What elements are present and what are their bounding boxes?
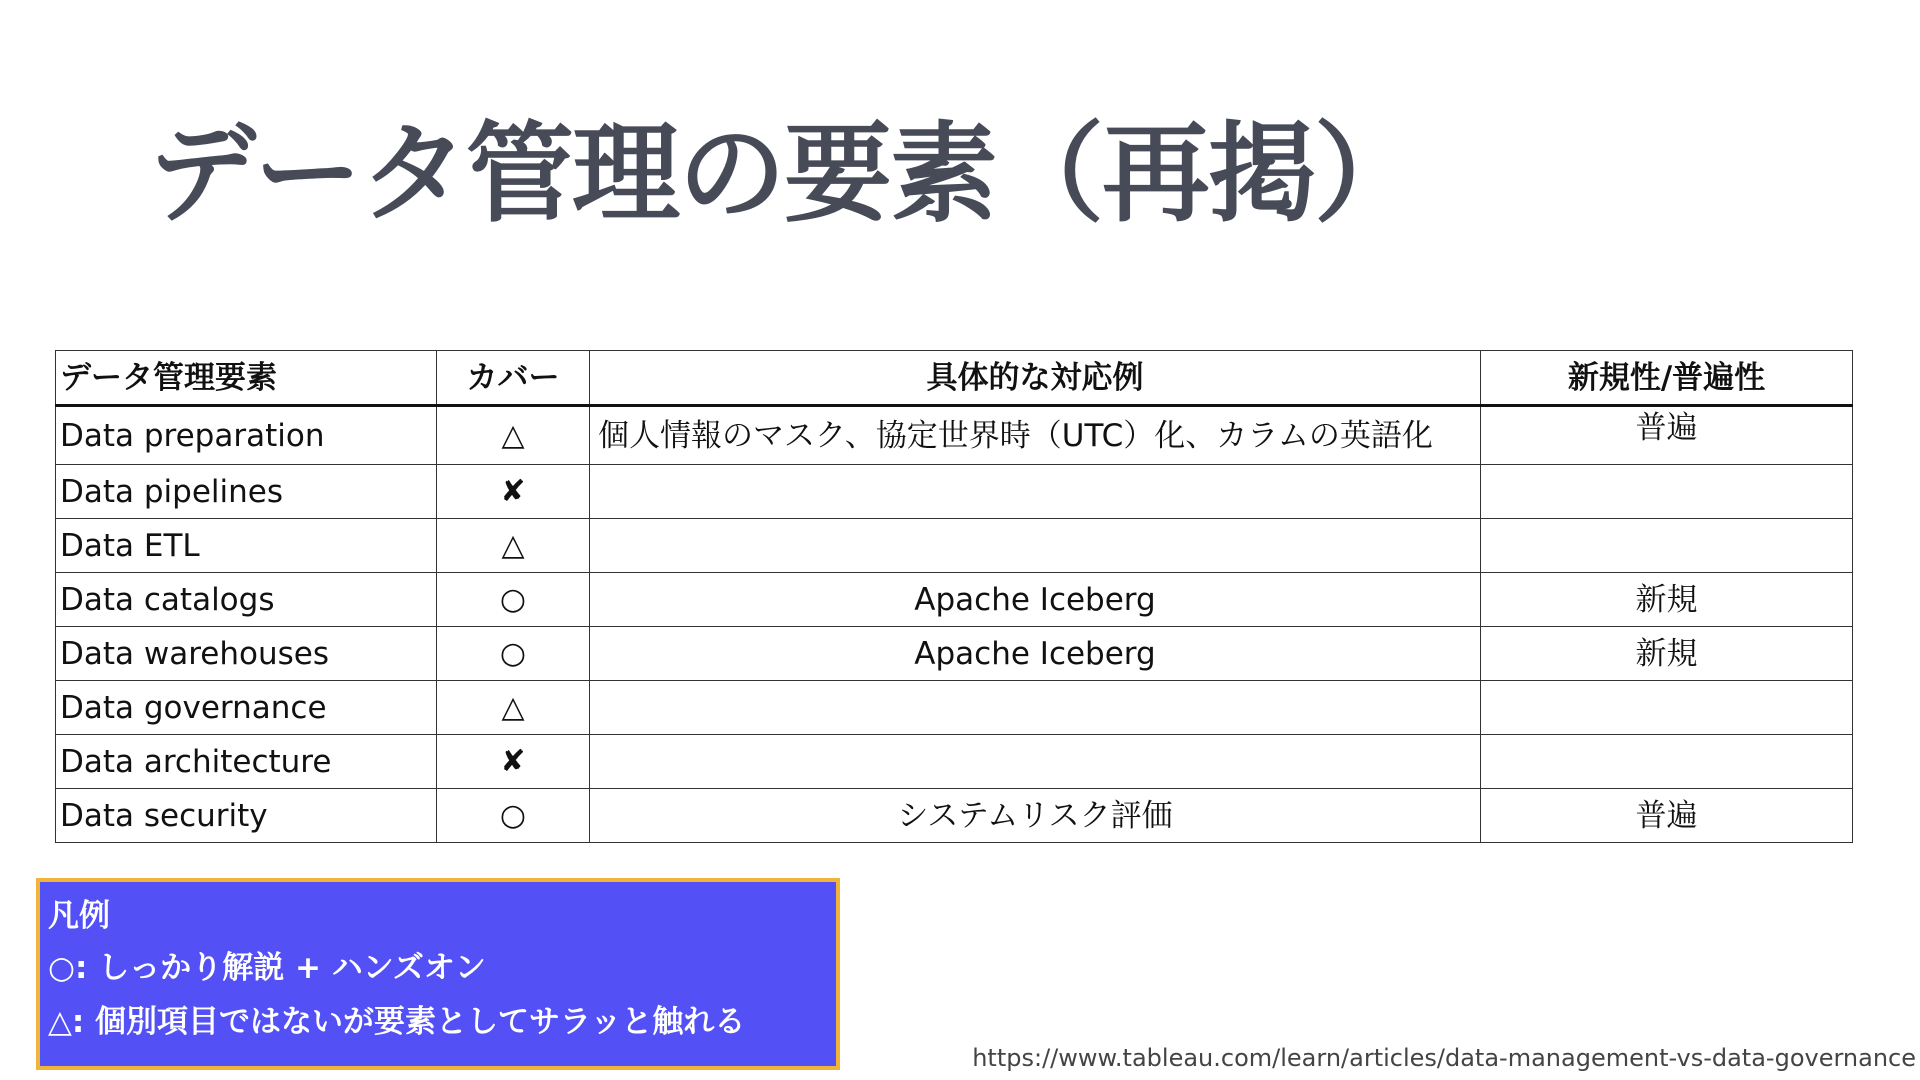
legend-box xyxy=(36,878,840,1070)
cell-element: Data security xyxy=(56,789,437,843)
cell-element: Data ETL xyxy=(56,519,437,573)
cell-cover: ○ xyxy=(437,573,590,627)
cell-cover: ○ xyxy=(437,627,590,681)
table-header-row xyxy=(56,351,1853,406)
data-management-table xyxy=(55,350,1853,843)
cell-cover: △ xyxy=(437,406,590,465)
table-row xyxy=(56,627,1853,681)
table-row xyxy=(56,789,1853,843)
table-row xyxy=(56,735,1853,789)
cell-novelty xyxy=(1481,519,1853,573)
cell-cover: ✘ xyxy=(437,735,590,789)
header-example: 具体的な対応例 xyxy=(590,351,1481,406)
source-url: https://www.tableau.com/learn/articles/data-management-vs-data-governance xyxy=(972,1044,1916,1072)
table-row xyxy=(56,465,1853,519)
legend-item-triangle: △: 個別項目ではないが要素としてサラッと触れる xyxy=(48,1004,746,1040)
cell-example xyxy=(590,465,1481,519)
legend-item-circle: ○: しっかり解説 + ハンズオン xyxy=(48,950,486,986)
cell-example: Apache Iceberg xyxy=(590,627,1481,681)
slide-title: データ管理の要素（再掲） xyxy=(148,112,1421,237)
cell-novelty xyxy=(1481,735,1853,789)
cell-novelty: 新規 xyxy=(1481,573,1853,627)
cell-novelty xyxy=(1481,681,1853,735)
header-cover: カバー xyxy=(437,351,590,406)
cell-cover: ✘ xyxy=(437,465,590,519)
cell-example: Apache Iceberg xyxy=(590,573,1481,627)
cell-novelty: 普遍 xyxy=(1481,406,1853,465)
cell-example xyxy=(590,681,1481,735)
table-row xyxy=(56,519,1853,573)
cell-element: Data governance xyxy=(56,681,437,735)
header-novelty: 新規性/普遍性 xyxy=(1481,351,1853,406)
cell-element: Data warehouses xyxy=(56,627,437,681)
cell-novelty: 普遍 xyxy=(1481,789,1853,843)
cell-element: Data pipelines xyxy=(56,465,437,519)
cell-cover: △ xyxy=(437,681,590,735)
cell-element: Data catalogs xyxy=(56,573,437,627)
cell-cover: △ xyxy=(437,519,590,573)
cell-novelty: 新規 xyxy=(1481,627,1853,681)
cell-element: Data preparation xyxy=(56,406,437,465)
cell-example: システムリスク評価 xyxy=(590,789,1481,843)
cell-novelty xyxy=(1481,465,1853,519)
table-row xyxy=(56,573,1853,627)
table-row xyxy=(56,681,1853,735)
table-row xyxy=(56,406,1853,465)
cell-element: Data architecture xyxy=(56,735,437,789)
header-element: データ管理要素 xyxy=(56,351,437,406)
cell-cover: ○ xyxy=(437,789,590,843)
legend-title: 凡例 xyxy=(48,898,110,934)
cell-example xyxy=(590,519,1481,573)
cell-example xyxy=(590,735,1481,789)
cell-example: 個人情報のマスク、協定世界時（UTC）化、カラムの英語化 xyxy=(590,406,1481,465)
